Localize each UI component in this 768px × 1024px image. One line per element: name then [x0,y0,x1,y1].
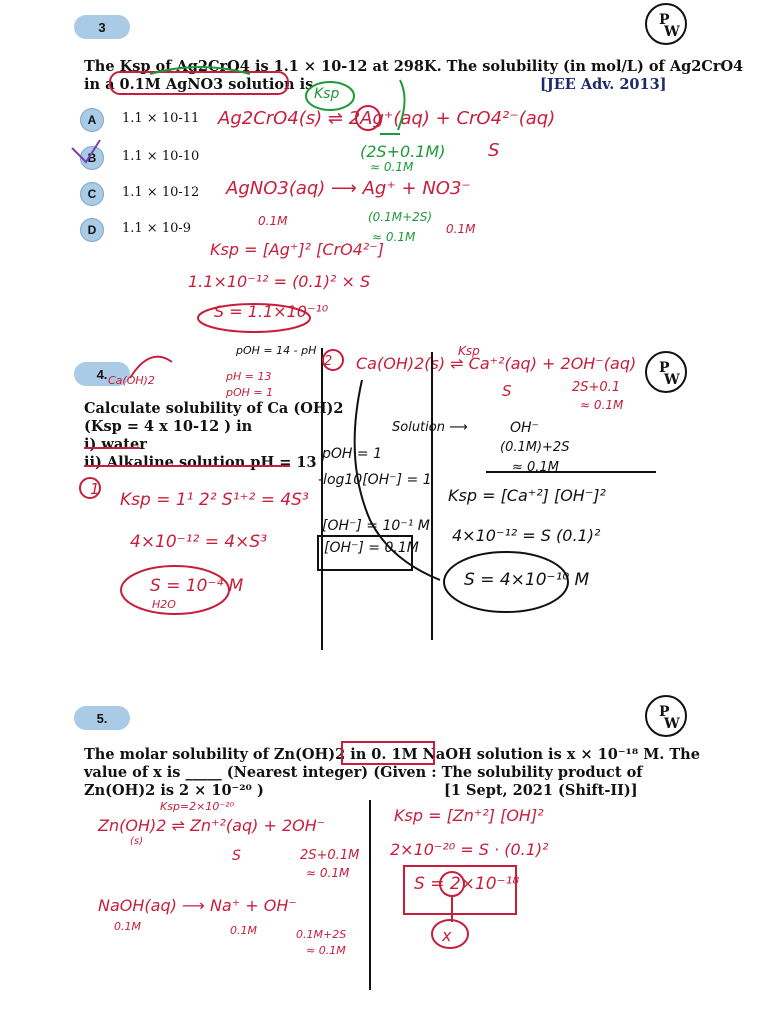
hw-na-conc: 0.1M [230,924,257,937]
pw-logo [644,350,688,394]
hw-naoh-eq: NaOH(aq) ⟶ Na⁺ + OH⁻ [98,896,297,915]
hw-ksp-label: Ksp [314,86,340,102]
hw-sub-q5: 2×10⁻²⁰ = S · (0.1)² [390,840,549,859]
hw-substitution: 1.1×10⁻¹² = (0.1)² × S [188,272,371,291]
hw-zn-s: S [232,848,241,864]
hw-answer-water-sub: H2O [152,598,176,611]
hw-oh-approx2-q5: ≈ 0.1M [306,944,346,957]
hw-part2-marker: 2 [324,354,333,369]
hw-ksp-expression: Ksp = [Ag⁺]² [CrO4²⁻] [210,240,384,259]
svg-text:P: P [659,12,670,28]
question-3-section [0,0,768,340]
q5-line1: The molar solubility of Zn(OH)2 in 0. 1M NaOH solution is x × 10⁻¹⁸ M. The [84,746,700,763]
hw-agno3-conc: 0.1M [258,214,288,228]
hw-znoh2-eq: Zn(OH)2 ⇌ Zn⁺²(aq) + 2OH⁻ [98,816,326,835]
hw-oh-conc1: [OH⁻] = 10⁻¹ M [322,518,430,534]
option-a-badge[interactable]: A [80,108,104,132]
hw-log-eq: -log10[OH⁻] = 1 [318,472,432,488]
svg-text:P: P [659,360,670,376]
pw-logo [644,2,688,46]
hw-answer-alk: S = 4×10⁻¹⁰ M [464,570,590,590]
hw-dissociation-eq: Ag2CrO4(s) ⇌ 2Ag⁺(aq) + CrO4²⁻(aq) [218,108,556,129]
hw-poh-note: pOH = 1 [226,386,274,399]
hw-oh-2s: 2S+0.1 [572,380,621,395]
hw-oh-total: (0.1M)+2S [500,440,570,455]
hw-caoh2-note: Ca(OH)2 [108,374,155,387]
hw-agno3-eq: AgNO3(aq) ⟶ Ag⁺ + NO3⁻ [226,178,471,199]
hw-sub-alk: 4×10⁻¹² = S (0.1)² [452,526,601,545]
hw-oh-2s-q5: 2S+0.1M [300,848,360,863]
question-4-section [0,340,768,670]
hw-ag-conc-approx: ≈ 0.1M [370,160,414,174]
option-b-text[interactable]: 1.1 × 10-10 [122,149,200,164]
option-d-badge[interactable]: D [80,218,104,242]
hw-ag-total-conc: (0.1M+2S) [368,210,433,224]
option-a-text[interactable]: 1.1 × 10-11 [122,111,200,126]
q4-line1: Calculate solubility of Ca (OH)2 [84,400,344,417]
hw-ag-total-approx: ≈ 0.1M [372,230,416,244]
hw-ca-s: S [502,382,512,400]
q5-line3: Zn(OH)2 is 2 × 10⁻²⁰ ) [84,782,264,799]
hw-part1-marker: 1 [90,480,100,498]
q4-line4: ii) Alkaline solution pH = 13 [84,454,317,471]
hw-oh-total-approx: ≈ 0.1M [512,460,559,475]
hw-no3-conc: 0.1M [446,222,476,236]
svg-text:W: W [664,24,680,40]
hw-oh-approx: ≈ 0.1M [580,398,624,412]
question-number-badge: 3 [74,15,130,39]
option-c-badge[interactable]: C [80,182,104,206]
hw-oh-approx-q5: ≈ 0.1M [306,866,350,880]
hw-ksp-expr-q5: Ksp = [Zn⁺²] [OH]² [394,806,544,825]
hw-znoh2-state: (s) [130,836,144,847]
hw-oh-conc2: [OH⁻] = 0.1M [324,540,419,556]
question-number-badge: 5. [74,706,130,730]
hw-poh-value: pOH = 1 [322,446,382,462]
hw-answer-q5: S = 2×10⁻¹⁸ [414,874,520,894]
hw-oh-ion: OH⁻ [510,420,539,436]
hw-ph-note: pH = 13 [226,370,272,383]
source-tag: [JEE Adv. 2013] [540,76,667,93]
hw-answer-q3: S = 1.1×10⁻¹⁰ [214,302,329,321]
hw-naoh-conc: 0.1M [114,920,141,933]
q5-source: [1 Sept, 2021 (Shift-II)] [444,782,638,799]
hw-ksp-water: Ksp = 1¹ 2² S¹⁺² = 4S³ [120,490,309,510]
option-c-text[interactable]: 1.1 × 10-12 [122,185,200,200]
hw-ksp-water-sub: 4×10⁻¹² = 4×S³ [130,532,268,552]
question-5-section [0,670,768,1024]
hw-caoh2-eq: Ca(OH)2(s) ⇌ Ca⁺²(aq) + 2OH⁻(aq) [356,354,637,373]
question-number-badge: 4. [74,362,130,386]
q4-line3: i) water [84,436,147,453]
pw-logo [644,694,688,738]
question-text-line2: in a 0.1M AgNO3 solution is [84,76,314,93]
question-text-line1: The Ksp of Ag2CrO4 is 1.1 × 10-12 at 298K. The solubility (in mol/L) of Ag2CrO4 [84,58,744,75]
hw-solution-label: Solution ⟶ [392,420,468,435]
hw-answer-water: S = 10⁻⁴ M [150,576,244,596]
hw-x-circled: x [442,926,452,945]
hw-ksp-given: Ksp=2×10⁻²⁰ [160,800,234,813]
hw-ksp-arrow-label: Ksp [458,344,480,358]
svg-text:W: W [664,716,680,732]
hw-poh-formula: pOH = 14 - pH [236,344,317,357]
hw-cro4-s: S [488,140,500,161]
option-d-text[interactable]: 1.1 × 10-9 [122,221,192,236]
q5-line2: value of x is _____ (Nearest integer) (Given : The solubility product of [84,764,643,781]
q4-line2: (Ksp = 4 x 10-12 ) in [84,418,253,435]
svg-text:W: W [664,372,680,388]
option-b-badge[interactable]: B [80,146,104,170]
hw-ag-conc: (2S+0.1M) [360,142,446,161]
hw-oh-conc-q5: 0.1M+2S [296,928,347,941]
svg-text:P: P [659,704,670,720]
hw-ksp-expr-alk: Ksp = [Ca⁺²] [OH⁻]² [448,486,606,505]
